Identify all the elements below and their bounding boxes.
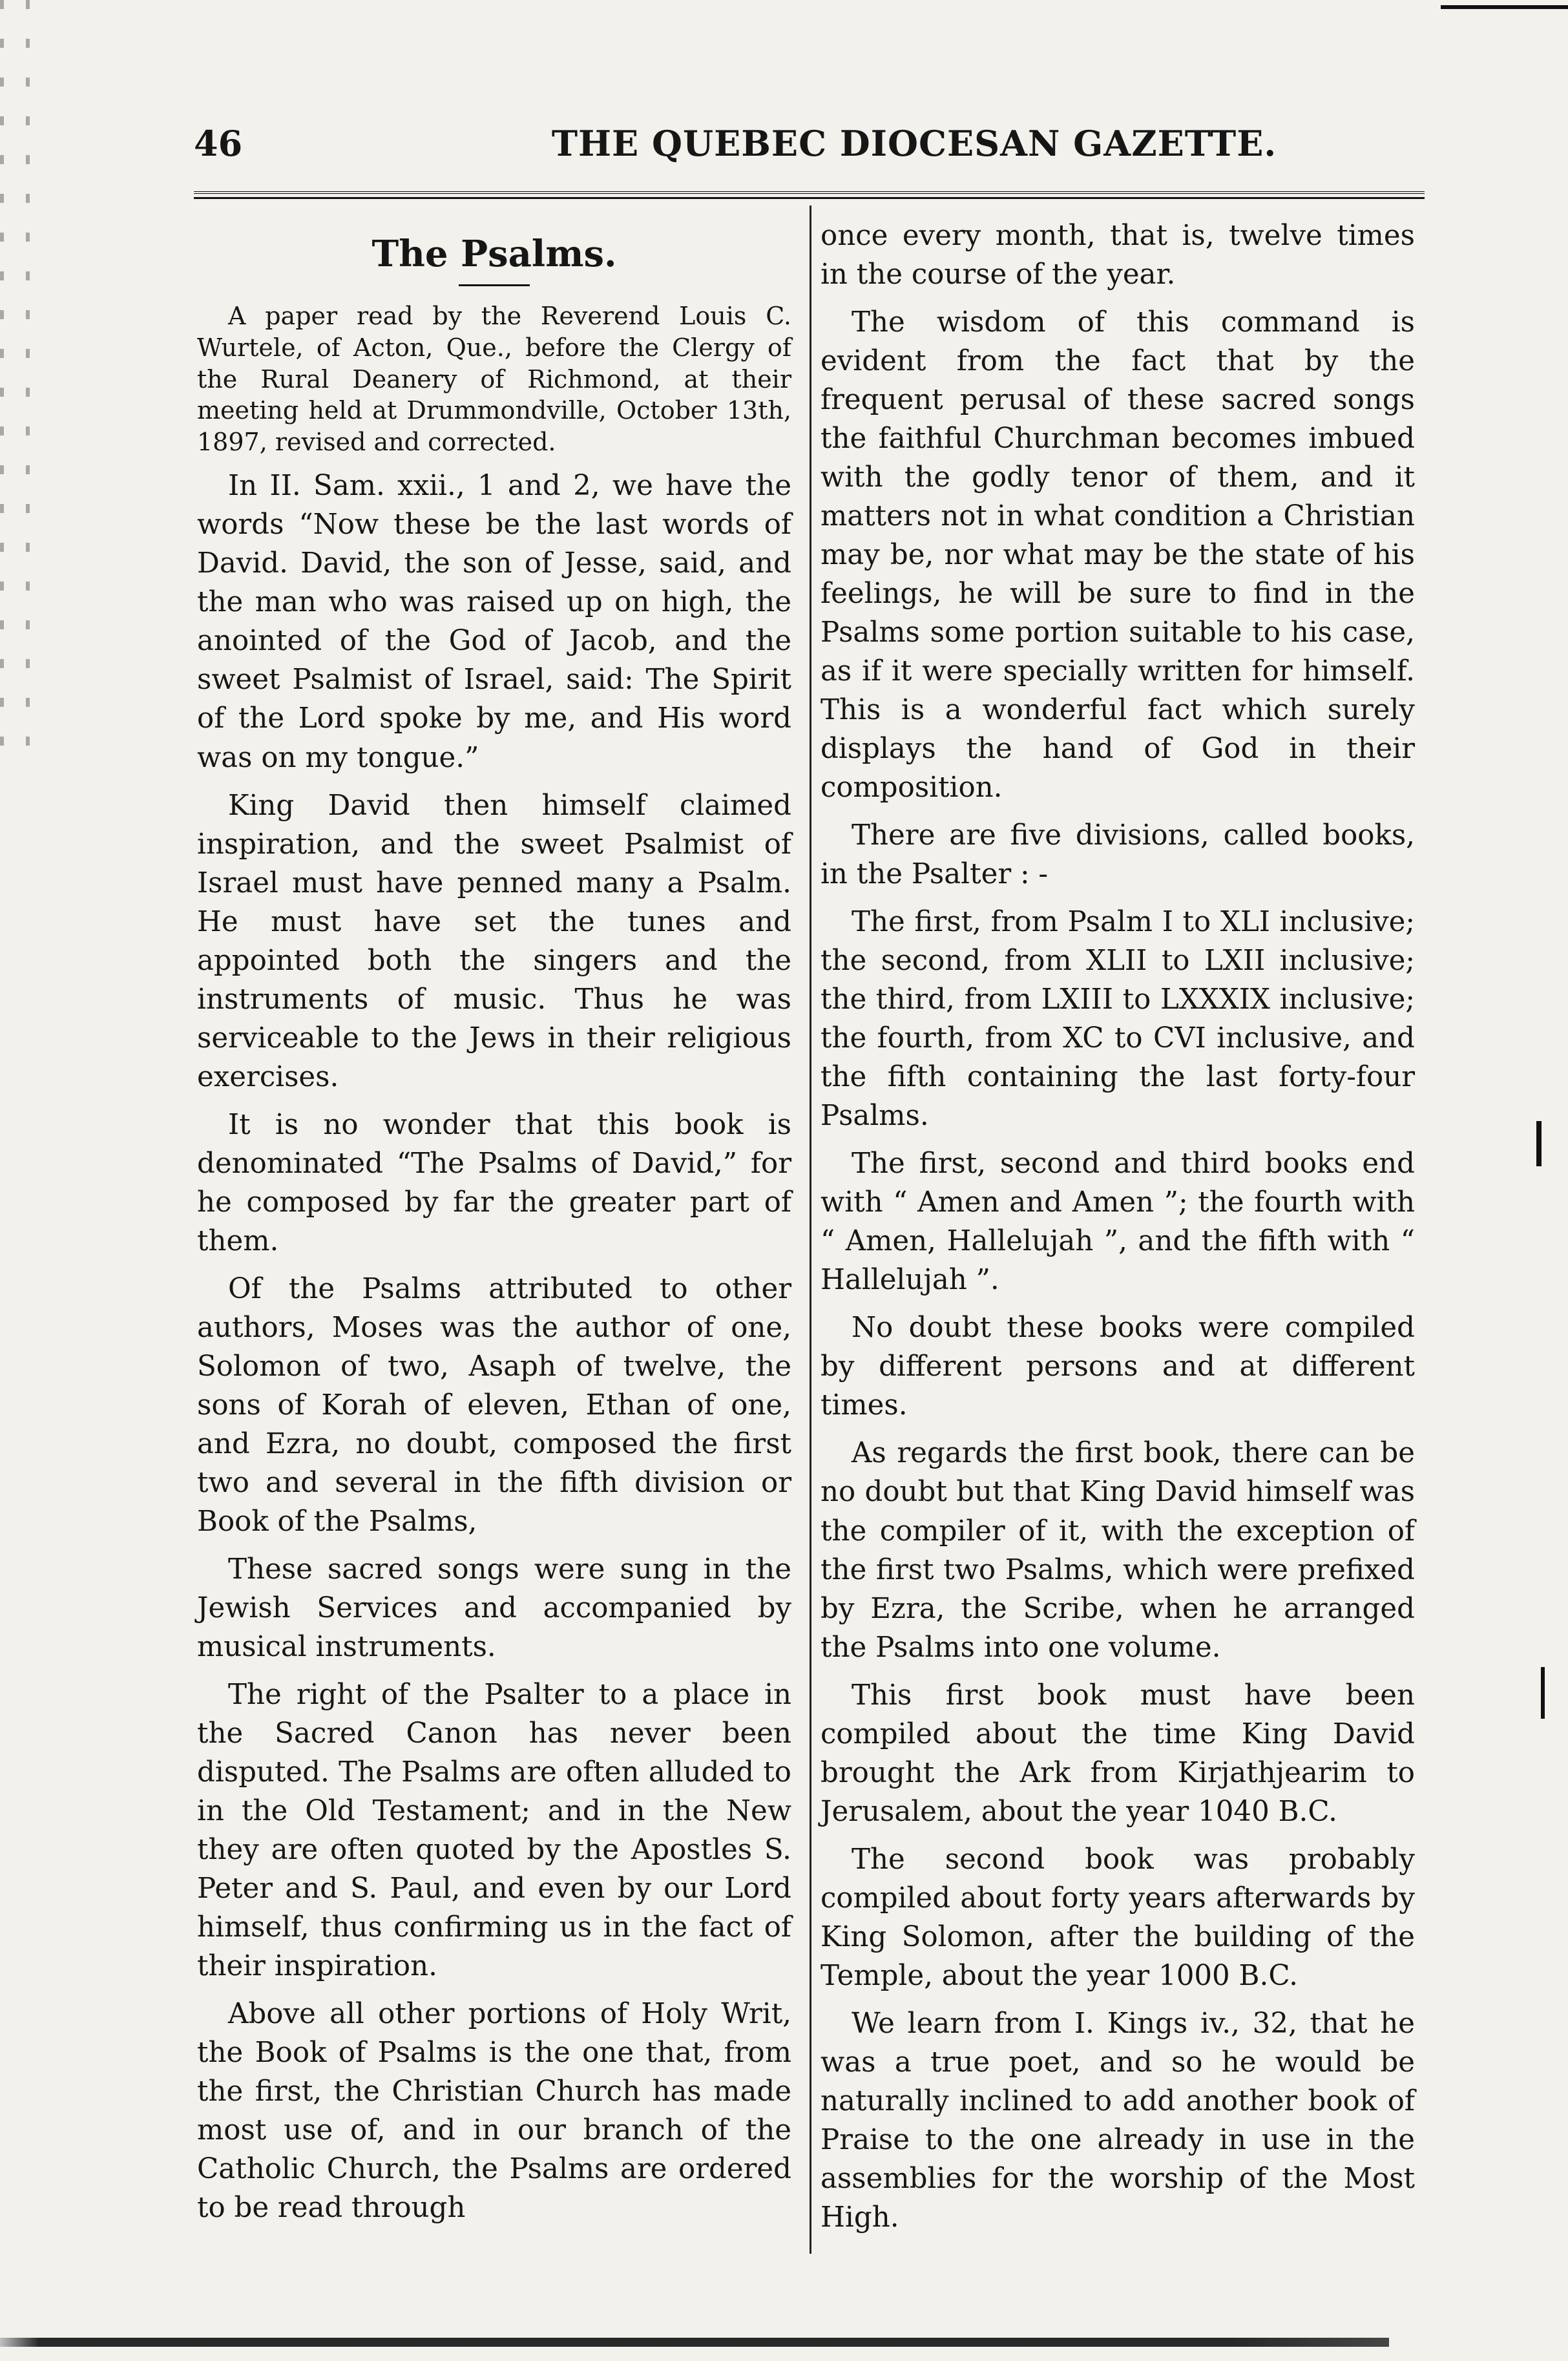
paragraph: The first, second and third books end with “ Amen and Amen ”; the fourth with “ Amen, Hallelujah ”, and the fifth with “ Hallelujah ”.: [821, 1148, 1415, 1297]
scan-edge-marks: [0, 0, 39, 775]
paragraph: In II. Sam. xxii., 1 and 2, we have the words “Now these be the last words of David. David, the son of Jesse, said, and the man who was raised up on high, the anointed of the God of Jacob, and the sweet Psalmist of Israel, said: The Spirit of the Lord spoke by me, and His word was on my tongue.”: [197, 470, 791, 774]
scan-bottom-rule: [0, 2338, 1389, 2347]
paragraph: As regards the first book, there can be no doubt but that King David himself was the compiler of it, with the exception of the first two Psalms, which were prefixed by Ezra, the Scribe, when he arranged the Psalms into one volume.: [821, 1437, 1415, 1664]
paragraph: There are five divisions, called books, in the Psalter : -: [821, 819, 1415, 891]
margin-mark: [1541, 1667, 1545, 1719]
header-rule: [194, 191, 1425, 199]
paragraph: This first book must have been compiled about the time King David brought the Ark from Kirjathjearim to Jerusalem, about the year 1040 B.C.: [821, 1679, 1415, 1828]
column-divider: [810, 205, 811, 2254]
page-header: [194, 123, 1434, 174]
scan-top-rule: [1441, 5, 1568, 9]
paragraph-continuation: once every month, that is, twelve times in the course of the year.: [821, 220, 1415, 291]
paragraph: We learn from I. Kings iv., 32, that he was a true poet, and so he would be naturally inclined to add another book of Praise to the one already in use in the assemblies for the worship of the Most High.: [821, 2007, 1415, 2234]
article-intro: A paper read by the Reverend Louis C. Wurtele, of Acton, Que., before the Clergy of the Rural Deanery of Richmond, at their meeting held at Drummondville, October 13th, 1897, revised and corrected.: [197, 302, 791, 456]
left-column: [197, 216, 791, 2236]
running-title: THE QUEBEC DIOCESAN GAZETTE.: [551, 123, 1277, 164]
article-title: The Psalms.: [371, 233, 617, 275]
title-rule: [459, 284, 530, 286]
paragraph: Above all other portions of Holy Writ, the Book of Psalms is the one that, from the first, the Christian Church has made most use of, and in our branch of the Catholic Church, the Psalms are ordered to be read through: [197, 1997, 791, 2225]
paragraph: Of the Psalms attributed to other authors, Moses was the author of one, Solomon of two, Asaph of twelve, the sons of Korah of eleven, Ethan of one, and Ezra, no doubt, composed the first two and several in the fifth division or Book of the Psalms,: [197, 1272, 791, 1538]
paragraph: The right of the Psalter to a place in the Sacred Canon has never been disputed. The Psalms are often alluded to in the Old Testament; and in the New they are often quoted by the Apostles S. Peter and S. Paul, and even by our Lord himself, thus confirming us in the fact of their inspiration.: [197, 1678, 791, 1982]
paragraph: These sacred songs were sung in the Jewish Services and accompanied by musical instruments.: [197, 1553, 791, 1663]
margin-mark: [1536, 1121, 1542, 1166]
right-column: [821, 216, 1415, 2246]
paragraph: No doubt these books were compiled by different persons and at different times.: [821, 1312, 1415, 1422]
paragraph: The wisdom of this command is evident from the fact that by the frequent perusal of these sacred songs the faithful Churchman becomes imbued with the godly tenor of them, and it matters not in what condition a Christian may be, nor what may be the state of his feelings, he will be sure to find in the Psalms some portion suitable to his case, as if it were specially written for himself. This is a wonderful fact which surely displays the hand of God in their composition.: [821, 306, 1415, 804]
paragraph: King David then himself claimed inspiration, and the sweet Psalmist of Israel must have penned many a Psalm. He must have set the tunes and appointed both the singers and the instruments of music. Thus he was serviceable to the Jews in their religious exercises.: [197, 789, 791, 1093]
paragraph: It is no wonder that this book is denominated “The Psalms of David,” for he composed by far the greater part of them.: [197, 1108, 791, 1257]
page-number: 46: [194, 123, 243, 164]
paragraph: The first, from Psalm I to XLI inclusive; the second, from XLII to LXII inclusive; the third, from LXIII to LXXXIX inclusive; the fourth, from XC to CVI inclusive, and the fifth containing the last forty-four Psalms.: [821, 906, 1415, 1133]
paragraph: The second book was probably compiled about forty years afterwards by King Solomon, after the building of the Temple, about the year 1000 B.C.: [821, 1843, 1415, 1992]
